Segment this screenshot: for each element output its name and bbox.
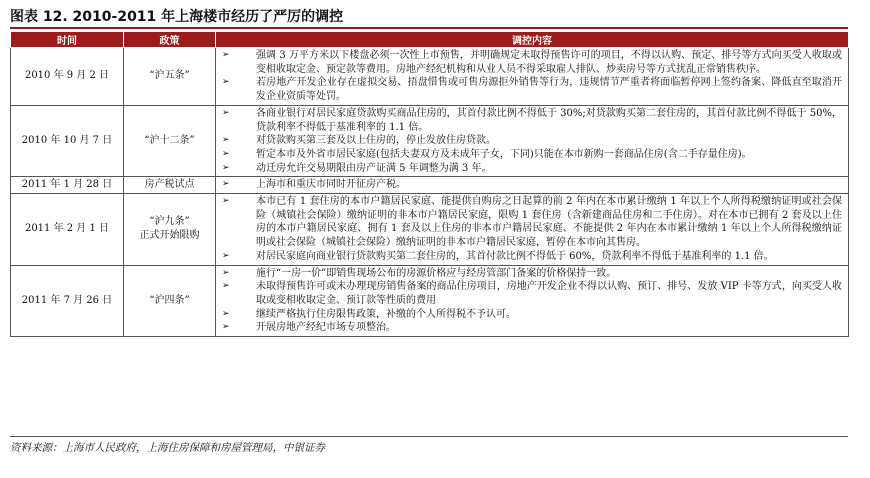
- row-policy: [124, 265, 216, 337]
- title-divider: [10, 27, 848, 29]
- list-item: [222, 178, 842, 192]
- row-policy: [124, 48, 216, 106]
- list-item-text: 动迁房允许交易期限由房产证满 5 年调整为满 3 年。: [256, 162, 492, 174]
- table-row: [11, 194, 849, 266]
- table-header-row: [11, 32, 849, 48]
- arrow-bullet-icon: ➢: [222, 179, 230, 190]
- list-item-text: 暂定本市及外省市居民家庭(包括夫妻双方及未成年子女，下同)只能在本市新购一套商品住房(含二手存量住房)。: [256, 148, 752, 160]
- table-row: [11, 48, 849, 106]
- list-item-text: 本市已有 1 套住房的本市户籍居民家庭、能提供自购房之日起算的前 2 年内在本市累计缴纳 1 年以上个人所得税缴纳证明或社会保险（城镇社会保险）缴纳证明的非本市户籍居民家庭，限购 1 套住房（含新建商品住房和二手住房）。对在本市已拥有 2 套及以上住房的本市户籍居民家庭、拥有 1 套及以上住房的非本市户籍居民家庭、不能提供 2 年内在本市累计缴纳 1 年以上个人所得税缴纳证明或社会保险（城镇社会保险）缴纳证明的非本市户籍居民家庭，暂停在本市向其售房。: [256, 196, 842, 249]
- list-item-text: 对居民家庭向商业银行贷款购买第二套住房的，其首付款比例不得低于 60%，贷款利率不得低于基准利率的 1.1 倍。: [256, 250, 774, 262]
- row-content: [216, 177, 849, 194]
- list-item: [222, 107, 842, 134]
- policy-name: “沪五条”: [149, 70, 190, 82]
- list-item: [222, 250, 842, 264]
- row-content: [216, 265, 849, 337]
- row-policy: [124, 177, 216, 194]
- table-body: [11, 48, 849, 337]
- policy-name: “沪九条”: [149, 216, 190, 228]
- header-content: 调控内容: [216, 32, 849, 48]
- list-item: [222, 76, 842, 103]
- row-time: 2011 年 2 月 1 日: [11, 194, 124, 266]
- arrow-bullet-icon: ➢: [222, 322, 230, 333]
- list-item-text: 各商业银行对居民家庭贷款购买商品住房的，其首付款比例不得低于 30%;对贷款购买第二套住房的，其首付款比例不得低于 50%，贷款利率不得低于基准利率的 1.1 倍。: [256, 107, 842, 133]
- header-time: 时间: [11, 32, 124, 48]
- list-item-text: 未取得预售许可或未办理现房销售备案的商品住房项目，房地产开发企业不得以认购、预订、排号、发放 VIP 卡等方式，向买受人收取或变相收取定金、预订款等性质的费用: [256, 281, 842, 306]
- row-time: 2011 年 1 月 28 日: [11, 177, 124, 194]
- row-policy: [124, 105, 216, 177]
- arrow-bullet-icon: ➢: [222, 267, 230, 278]
- arrow-bullet-icon: ➢: [222, 77, 230, 88]
- list-item-text: 若房地产开发企业存在虚拟交易、捂盘惜售或可售房源拒外销售等行为，违规情节严重者将面临暂停网上签约备案、降低直至取消开发企业资质等处罚。: [256, 77, 842, 103]
- row-time: 2011 年 7 月 26 日: [11, 265, 124, 337]
- list-item: [222, 321, 842, 335]
- list-item-text: 对贷款购买第三套及以上住房的，停止发放住房贷款。: [256, 135, 496, 147]
- list-item: [222, 49, 842, 76]
- policy-table: [10, 31, 849, 337]
- policy-name: “沪四条”: [149, 294, 190, 306]
- policy-name: 房产税试点: [144, 179, 195, 191]
- list-item: [222, 308, 842, 322]
- list-item-text: 开展房地产经纪市场专项整治。: [256, 322, 396, 334]
- list-item: [222, 148, 842, 162]
- table-row: [11, 265, 849, 337]
- policy-subtitle: 正式开始限购: [139, 230, 200, 242]
- arrow-bullet-icon: ➢: [222, 250, 230, 261]
- arrow-bullet-icon: ➢: [222, 50, 230, 60]
- arrow-bullet-icon: ➢: [222, 281, 230, 292]
- table-row: [11, 177, 849, 194]
- table-row: [11, 105, 849, 177]
- list-item: [222, 195, 842, 250]
- figure-title: 图表 12. 2010-2011 年上海楼市经历了严厉的调控: [10, 9, 344, 25]
- list-item: [222, 267, 842, 281]
- list-item: [222, 162, 842, 176]
- list-item-text: 强调 3 万平方米以下楼盘必须一次性上市预售，并明确规定未取得预售许可的项目，不得以认购、预定、排号等方式向买受人收取或变相收取定金、预定款等费用。房地产经纪机构和从业人员不得采取雇人排队、炒卖房号等方式扰乱正常销售秩序。: [256, 50, 842, 75]
- table-bottom-rule: [10, 436, 848, 437]
- arrow-bullet-icon: ➢: [222, 162, 230, 173]
- list-item-text: 施行“一房一价”即销售现场公布的房源价格应与经房管部门备案的价格保持一致。: [256, 267, 617, 279]
- row-time: 2010 年 10 月 7 日: [11, 105, 124, 177]
- list-item: [222, 134, 842, 148]
- row-content: [216, 194, 849, 266]
- arrow-bullet-icon: ➢: [222, 135, 230, 146]
- list-item: [222, 280, 842, 307]
- arrow-bullet-icon: ➢: [222, 107, 230, 118]
- policy-name: “沪十二条”: [144, 135, 195, 147]
- list-item-text: 上海市和重庆市同时开征房产税。: [256, 179, 406, 191]
- arrow-bullet-icon: ➢: [222, 148, 230, 159]
- arrow-bullet-icon: ➢: [222, 196, 230, 207]
- row-policy: [124, 194, 216, 266]
- row-time: 2010 年 9 月 2 日: [11, 48, 124, 106]
- source-note: 资料来源：上海市人民政府，上海住房保障和房屋管理局，中银证券: [10, 442, 325, 454]
- list-item-text: 继续严格执行住房限售政策，补缴的个人所得税不予认可。: [256, 308, 516, 320]
- row-content: [216, 105, 849, 177]
- arrow-bullet-icon: ➢: [222, 308, 230, 319]
- row-content: [216, 48, 849, 106]
- header-policy: 政策: [124, 32, 216, 48]
